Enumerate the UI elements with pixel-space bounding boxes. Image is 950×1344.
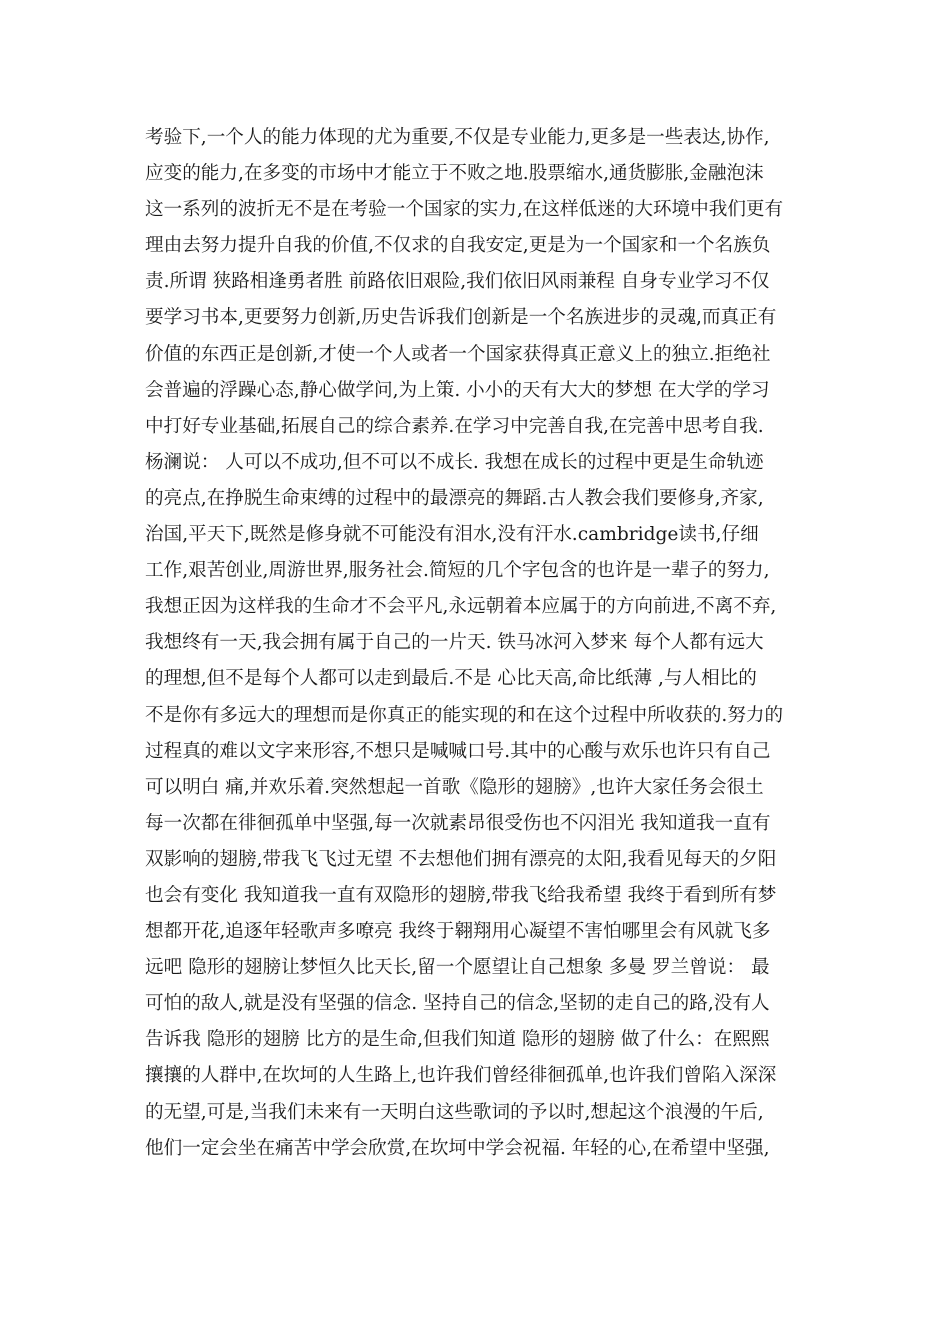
text-line-29: 他们一定会坐在痛苦中学会欣赏,在坎坷中学会祝福. 年轻的心,在希望中坚强, <box>145 1137 770 1159</box>
text-line-10: 杨澜说： 人可以不成功,但不可以不成长. 我想在成长的过程中更是生命轨迹 <box>145 451 764 473</box>
text-line-27: 攘攘的人群中,在坎坷的人生路上,也许我们曾经徘徊孤单,也许我们曾陷入深深 <box>145 1065 777 1087</box>
text-line-15: 我想终有一天,我会拥有属于自己的一片天. 铁马冰河入梦来 每个人都有远大 <box>145 632 764 654</box>
text-line-21: 双影响的翅膀,带我飞飞过无望 不去想他们拥有漂亮的太阳,我看见每天的夕阳 <box>145 848 777 870</box>
text-line-4: 理由去努力提升自我的价值,不仅求的自我安定,更是为一个国家和一个名族负 <box>145 235 771 257</box>
text-line-23: 想都开花,追逐年轻歌声多嘹亮 我终于翱翔用心凝望不害怕哪里会有风就飞多 <box>145 921 771 943</box>
text-line-26: 告诉我 隐形的翅膀 比方的是生命,但我们知道 隐形的翅膀 做了什么：在熙熙 <box>145 1029 770 1051</box>
text-line-28: 的无望,可是,当我们未来有一天明白这些歌词的予以时,想起这个浪漫的午后, <box>145 1101 764 1123</box>
text-line-1: 考验下,一个人的能力体现的尤为重要,不仅是专业能力,更多是一些表达,协作, <box>145 127 770 148</box>
text-line-22: 也会有变化 我知道我一直有双隐形的翅膀,带我飞给我希望 我终于看到所有梦 <box>145 884 777 906</box>
text-line-9: 中打好专业基础,拓展自己的综合素养.在学习中完善自我,在完善中思考自我. <box>145 415 764 437</box>
text-line-19: 可以明白 痛,并欢乐着.突然想起一首歌《隐形的翅膀》,也许大家任务会很土 <box>145 776 764 798</box>
text-line-13: 工作,艰苦创业,周游世界,服务社会.简短的几个字包含的也许是一辈子的努力, <box>145 560 770 582</box>
text-line-3: 这一系列的波折无不是在考验一个国家的实力,在这样低迷的大环境中我们更有 <box>145 199 784 221</box>
text-line-24: 远吧 隐形的翅膀让梦恒久比天长,留一个愿望让自己想象 多曼 罗兰曾说： 最 <box>145 957 770 979</box>
text-line-8: 会普遍的浮躁心态,静心做学问,为上策. 小小的天有大大的梦想 在大学的学习 <box>145 379 770 401</box>
text-line-14: 我想正因为这样我的生命才不会平凡,永远朝着本应属于的方向前进,不离不弃, <box>145 596 777 618</box>
text-line-16: 的理想,但不是每个人都可以走到最后.不是 心比天高,命比纸薄 ,与人相比的 <box>145 668 757 690</box>
body-paragraph <box>145 120 815 1167</box>
text-line-18: 过程真的难以文字来形容,不想只是喊喊口号.其中的心酸与欢乐也许只有自己 <box>145 740 771 762</box>
text-line-2: 应变的能力,在多变的市场中才能立于不败之地.股票缩水,通货膨胀,金融泡沫 <box>145 163 764 185</box>
text-line-5: 责.所谓 狭路相逢勇者胜 前路依旧艰险,我们依旧风雨兼程 自身专业学习不仅 <box>145 271 770 293</box>
text-line-11: 的亮点,在挣脱生命束缚的过程中的最漂亮的舞蹈.古人教会我们要修身,齐家, <box>145 487 764 509</box>
text-line-7: 价值的东西正是创新,才使一个人或者一个国家获得真正意义上的独立.拒绝社 <box>145 343 771 365</box>
text-line-25: 可怕的敌人,就是没有坚强的信念. 坚持自己的信念,坚韧的走自己的路,没有人 <box>145 993 770 1015</box>
text-line-6: 要学习书本,更要努力创新,历史告诉我们创新是一个名族进步的灵魂,而真正有 <box>145 307 777 329</box>
text-line-17: 不是你有多远大的理想而是你真正的能实现的和在这个过程中所收获的.努力的 <box>145 704 784 726</box>
text-line-20: 每一次都在徘徊孤单中坚强,每一次就素昂很受伤也不闪泪光 我知道我一直有 <box>145 812 771 834</box>
text-line-12: 治国,平天下,既然是修身就不可能没有泪水,没有汗水.cambridge读书,仔细 <box>145 524 759 546</box>
